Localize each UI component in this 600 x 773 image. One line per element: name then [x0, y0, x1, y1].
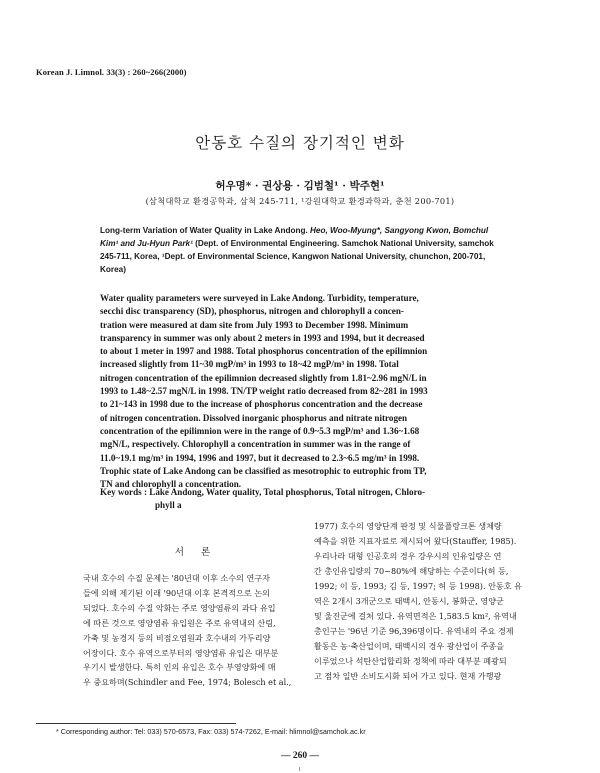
right-column-line: 총인구는 '96년 기준 96,396명이다. 유역내의 주요 경제 [314, 625, 514, 636]
english-title: Long-term Variation of Water Quality in Lake Andong. [100, 226, 308, 235]
footnote-divider [36, 723, 236, 724]
right-column-line: 및 울진군에 걸쳐 있다. 유역면적은 1,583.5 km², 유역내 [314, 610, 517, 621]
english-authors: Heo, Woo-Myung*, Sangyong Kwon, Bomchul Kim¹ and Ju-Hyun Park¹ [100, 226, 489, 248]
left-column-line: 국내 호수의 수질 문제는 '80년대 이후 소수의 연구자 [83, 573, 270, 583]
abstract-line: tration were measured at dam site from July 1993 to December 1998. Minimum [100, 319, 409, 330]
keywords-line2: phyll a [155, 500, 182, 511]
english-affiliation: (Dept. of Environmental Engineering. Samchok National University, samchok 245-711, Korea, ¹Dept. of Environmental Science, Kangwon National University, chunchon, 200-701, Korea) [100, 239, 494, 274]
abstract-line: to about 1 meter in 1997 and 1988. Total phosphorus concentration of the epilimnion [100, 346, 428, 357]
left-column-line: 되었다. 호수의 수질 악화는 주로 영양염류의 과다 유입 [83, 602, 276, 613]
abstract-line: TN and chlorophyll a concentration. [100, 479, 242, 490]
left-column-line: 우 중요하며(Schindler and Fee, 1974; Bolesch et al., [83, 677, 292, 688]
abstract-line: 1993 to 1.48~2.57 mgN/L in 1998. TN/TP weight ratio decreased from 82~281 in 1993 [100, 386, 428, 397]
left-column-line: 들에 의해 제기된 이래 '90년대 이후 본격적으로 논의 [83, 587, 270, 598]
abstract-line: transparency in summer was only about 2 meters in 1993 and 1994, but it decreased [100, 332, 425, 343]
right-column-line: 간 총인유입량의 70~80%에 해당하는 수준이다(허 등, [314, 565, 509, 576]
right-column-line: 고 점차 일반 소비도시화 되어 가고 있다. 현재 가행광 [314, 670, 502, 681]
left-column-line: 가축 및 농경지 등의 비점오염원과 호수내의 가두리양 [83, 632, 271, 643]
abstract-line: increased slightly from 11~30 mgP/m³ in 1993 to 18~42 mgP/m³ in 1998. Total [100, 359, 399, 370]
abstract-line: of nitrogen concentration. Dissolved inorganic phosphorus and nitrate nitrogen [100, 412, 408, 423]
abstract-line: Trophic state of Lake Andong can be classified as mesotrophic to eutrophic from TP, [100, 465, 427, 476]
right-column-body [314, 519, 546, 683]
section-title-introduction: 서 론 [174, 547, 218, 558]
abstract [100, 292, 504, 491]
right-column-line: 역은 2개시 3개군으로 태백시, 안동시, 봉화군, 영양군 [314, 595, 504, 606]
page-number: — 260 — [281, 751, 319, 761]
right-column-line: 우리나라 대형 인공호의 경우 강우시의 인유입량은 연 [314, 550, 502, 561]
left-column-body [83, 571, 309, 690]
abstract-line: Water quality parameters were surveyed in Lake Andong. Turbidity, temperature, [100, 293, 419, 303]
journal-reference: Korean J. Limnol. 33(3) : 260~266(2000) [36, 67, 187, 77]
right-column-line: 예측을 위한 지표자료로 제시되어 왔다(Stauffer, 1985). [314, 535, 517, 546]
left-column-line: 어장이다. 호수 유역으로부터의 영양염류 유입은 대부분 [83, 647, 279, 658]
abstract-line: mgN/L, respectively. Chlorophyll a concentration in summer was in the range of [100, 439, 411, 450]
abstract-line: secchi disc transparency (SD), phosphorus, nitrogen and chlorophyll a concen- [100, 306, 404, 317]
affiliation-korean: (삼척대학교 환경공학과, 삼척 245-711, ¹강원대학교 환경과학과, 춘천 200-701) [145, 196, 455, 206]
abstract-line: nitrogen concentration of the epilimnion decreased slightly from 1.81~2.96 mgN/L in [100, 372, 427, 383]
corresponding-author-footnote: * Corresponding author: Tel: 033) 570-6573, Fax: 033) 574-7262, E-mail: hlimnol@samchok.ac.kr [56, 727, 366, 736]
abstract-line: to 21~143 in 1998 due to the increase of phosphorus concentration and the decrease [100, 399, 423, 410]
right-column-line: 1992; 이 등, 1993; 김 등, 1997; 허 등 1998). 안동호 유 [314, 580, 522, 591]
authors-korean: 허우명* · 권상용 · 김범철¹ · 박주현¹ [215, 180, 385, 192]
keywords-label: Key words : [100, 487, 147, 497]
abstract-line: 11.0~19.1 mg/m³ in 1994, 1996 and 1997, but it decreased to 2.3~6.5 mg/m³ in 1998. [100, 452, 420, 463]
page-tick-mark [299, 767, 300, 771]
paper-title-korean: 안동호 수질의 장기적인 변화 [195, 134, 405, 152]
left-column-line: 우기시 발생한다. 특히 인의 유입은 호수 부영양화에 매 [83, 662, 276, 673]
keywords [100, 486, 504, 513]
right-column-line: 이루었으나 석탄산업합리화 정책에 따라 대부분 폐광되 [314, 655, 507, 666]
english-header [100, 224, 502, 276]
right-column-line: 활동은 농·축산업이며, 태백시의 경우 광산업이 주종을 [314, 640, 505, 651]
keywords-line1: Lake Andong, Water quality, Total phosphorus, Total nitrogen, Chloro- [149, 487, 426, 497]
right-column-line: 1977) 호수의 영양단계 판정 및 식물플랑크톤 생체량 [314, 521, 502, 531]
abstract-line: concentration of the epilimnion were in the range of 0.9~5.3 mgP/m³ and 1.36~1.68 [100, 425, 420, 436]
left-column-line: 에 따른 것으로 영양염류 유입원은 주로 유역내의 산림, [83, 617, 276, 628]
